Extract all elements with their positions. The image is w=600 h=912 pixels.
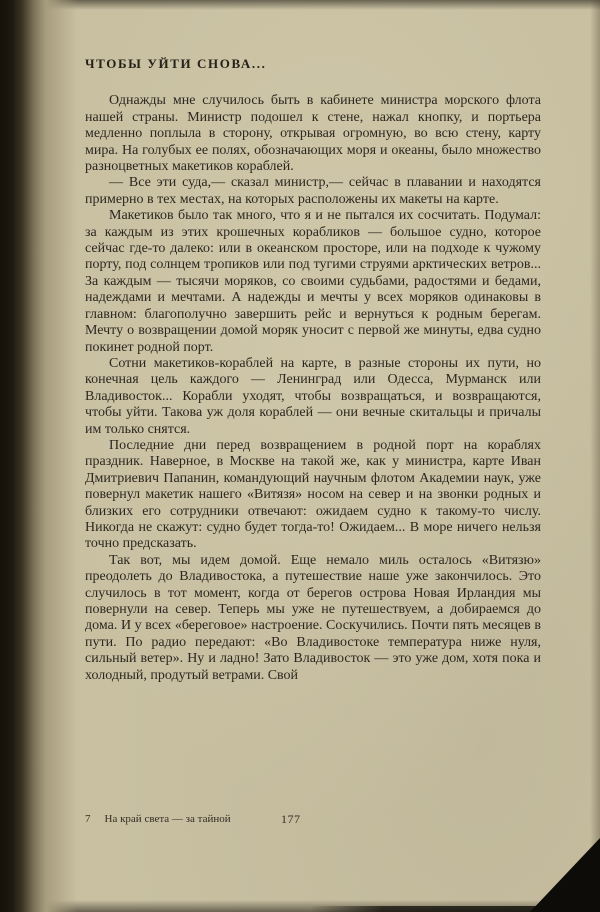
paragraph-3: Макетиков было так много, что я и не пытался их сосчитать. Подумал: за каждым из этих крошечных корабликов — большое судно, которое сейчас где-то далеко: или в океанском просторе, или на подходе к чужому порту, под солнцем тропиков или под тугими струями арктических ветров... За каждым — тысячи моряков, со своими судьбами, радостями и бедами, надеждами и мечтами. А надежды и мечты у всех моряков одинаковы в главном: благополучно завершить рейс и вернуться к родным берегам. Мечту о возвращении домой моряк уносит с первой же минуты, едва судно покинет родной порт.: [85, 208, 541, 355]
scan-bottom-shadow: [0, 900, 600, 912]
paragraph-5: Последние дни перед возвращением в родной порт на кораблях праздник. Наверное, в Москве на такой же, как у министра, карте Иван Дмитриевич Папанин, командующий научным флотом Академии наук, уже повернул макетик нашего «Витязя» носом на север и на звонки родных и близких его сотрудники отвечают: ожидаем судно к такому-то числу. Никогда не скажут: судно будет тогда-то! Ожидаем... В море ничего нельзя точно предсказать.: [85, 437, 541, 552]
paragraph-1: Однажды мне случилось быть в кабинете министра морского флота нашей страны. Министр подошел к стене, нажал кнопку, и портьера медленно поплыла в сторону, открывая огромную, во всю стену, карту мира. На голубых ее полях, обозначающих моря и океаны, было множество разноцветных макетиков кораблей.: [85, 93, 541, 175]
scan-corner-shadow: [530, 838, 600, 912]
page-content: [85, 56, 541, 684]
page-number: 177: [281, 812, 301, 826]
scan-right-shadow: [590, 0, 600, 912]
chapter-heading: ЧТОБЫ УЙТИ СНОВА...: [85, 56, 267, 71]
page-footer: [85, 813, 541, 825]
scan-top-shadow: [0, 0, 600, 10]
paragraph-2: — Все эти суда,— сказал министр,— сейчас в плавании и находятся примерно в тех местах, на которых расположены их макеты на карте.: [85, 175, 541, 207]
signature-number: 7: [85, 813, 91, 825]
scan-bottom-dark-strip: [310, 906, 600, 912]
paragraph-4: Сотни макетиков-кораблей на карте, в разные стороны их пути, но конечная цель каждого — Ленинград или Одесса, Мурманск или Владивосток... Корабли уходят, чтобы возвращаться, и возвращаются, чтобы уйти. Такова уж доля кораблей — они вечные скитальцы и причалы им только снятся.: [85, 355, 541, 437]
running-title: На край света — за тайной: [104, 813, 231, 825]
binding-shadow: [0, 0, 80, 912]
paragraph-6: Так вот, мы идем домой. Еще немало миль осталось «Витязю» преодолеть до Владивостока, а путешествие наше уже закончилось. Это случилось в тот момент, когда от берегов острова Новая Ирландия мы повернули на север. Теперь мы уже не путешествуем, а добираемся до дома. И у всех «береговое» настроение. Соскучились. Почти пять месяцев в пути. По радио передают: «Во Владивостоке температура ниже нуля, сильный ветер». Ну и ладно! Зато Владивосток — это уже дом, хотя пока и холодный, продутый ветрами. Свой: [85, 552, 541, 683]
